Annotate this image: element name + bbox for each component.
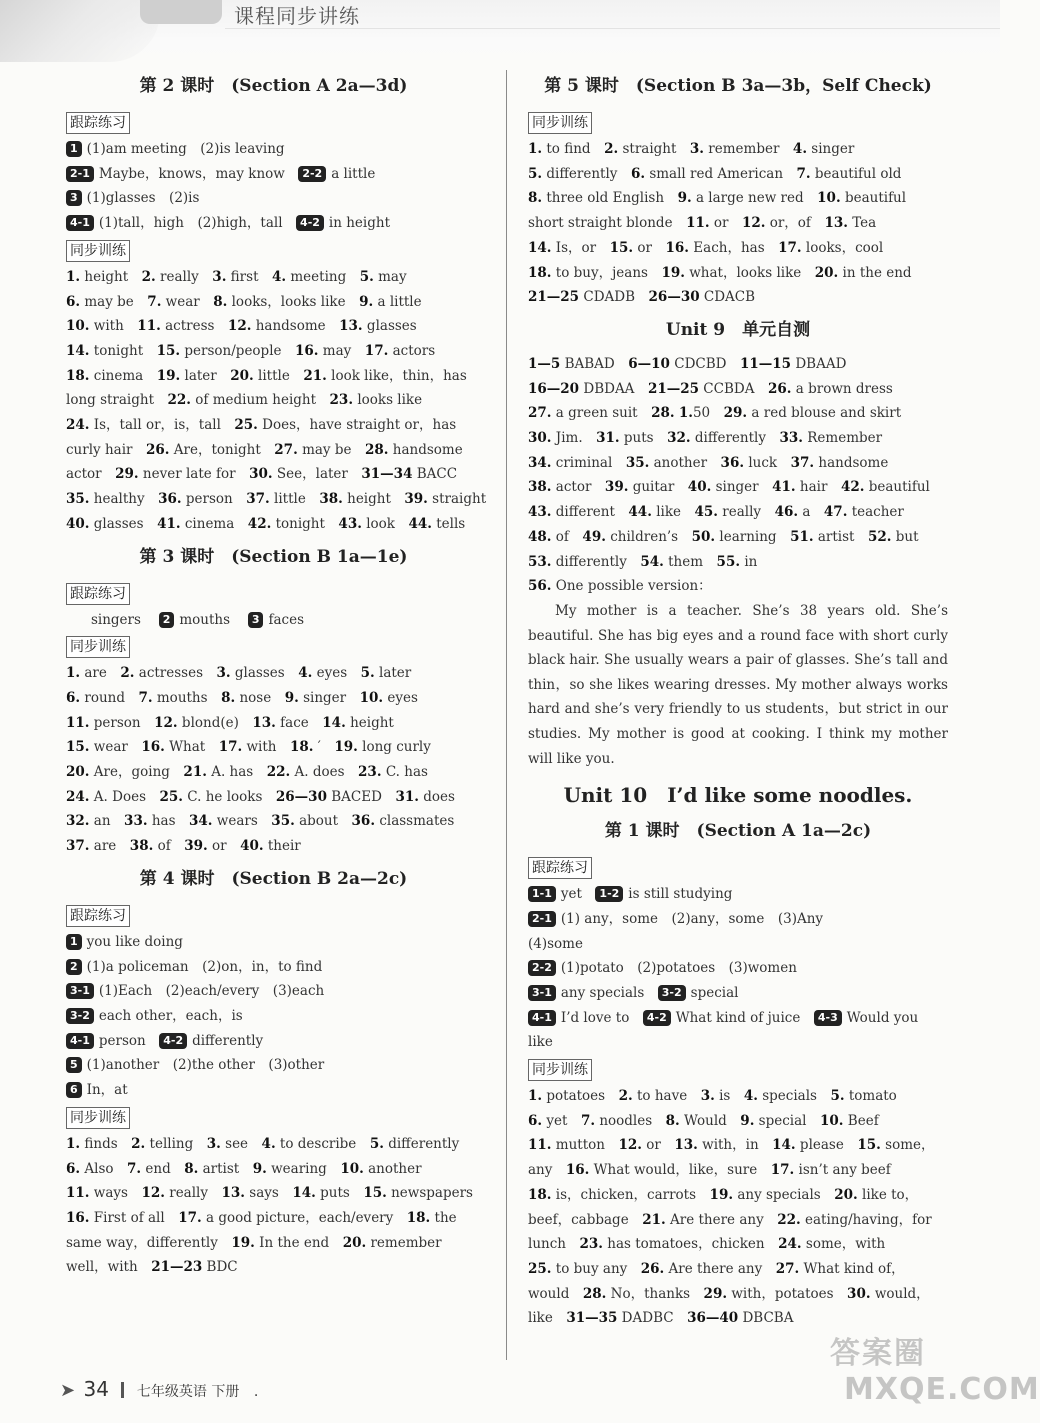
footer-bar — [121, 1382, 124, 1398]
practice-row — [528, 956, 948, 981]
answer-line: 15. wear 16. What 17. with 18. ′ 19. long curly — [66, 739, 431, 756]
answer-text: (1)another (2)the other (3)other — [86, 1057, 325, 1074]
practice-list — [66, 930, 481, 1103]
practice-list — [66, 137, 481, 236]
practice-row — [528, 932, 948, 957]
answer-line: same way，differently 19. In the end 20. remember — [66, 1234, 442, 1251]
answer-text: like — [528, 1034, 553, 1051]
answer-text: In，at — [86, 1082, 128, 1099]
answer-line: like 31—35 DADBC 36—40 DBCBA — [528, 1310, 794, 1327]
answer-text: (1)tall，high (2)high，tall — [98, 215, 283, 232]
answer-text: (1)Each (2)each/every (3)each — [98, 983, 325, 1000]
item-badge: 5 — [66, 1057, 82, 1073]
item-badge: 4-1 — [528, 1010, 556, 1026]
answer-text: Maybe，knows，may know — [98, 165, 285, 182]
answer-line: 56. One possible version： — [528, 578, 712, 595]
item-badge: 1 — [66, 141, 82, 157]
answer-text: Would you — [846, 1009, 919, 1026]
item-badge: 4-2 — [159, 1033, 187, 1049]
answer-list — [528, 137, 948, 310]
banner-rule — [225, 28, 1000, 29]
answer-line: 53. differently 54. them 55. in — [528, 553, 758, 570]
practice-row — [528, 981, 948, 1006]
answer-line: long straight 22. of medium height 23. looks like — [66, 392, 423, 409]
practice-row — [66, 1004, 481, 1029]
practice-row — [66, 1053, 481, 1078]
answer-text: differently — [192, 1032, 264, 1049]
item-badge: 2-2 — [528, 960, 556, 976]
item-badge: 3 — [66, 190, 82, 206]
unit-heading: Unit 9 单元自测 — [665, 319, 811, 340]
answer-line: 48. of 49. children’s 50. learning 51. artist 52. but — [528, 528, 919, 545]
answer-text: (4)some — [528, 935, 583, 952]
answer-line: 11. person 12. blond(e) 13. face 14. height — [66, 714, 394, 731]
answer-line: 20. Are，going 21. A. has 22. A. does 23. C. has — [66, 764, 428, 781]
item-badge: 4-2 — [643, 1010, 671, 1026]
answer-text: (1)glasses (2)is — [86, 190, 200, 207]
answer-line: 1. potatoes 2. to have 3. is 4. specials 5. tomato — [528, 1088, 897, 1105]
section-heading: 第 5 课时 (Section B 3a—3b，Self Check) — [544, 76, 932, 96]
answer-line: 32. an 33. has 34. wears 35. about 36. classmates — [66, 813, 455, 830]
answer-line: 11. mutton 12. or 13. with，in 14. please 15. some， — [528, 1137, 935, 1154]
item-badge: 3-2 — [66, 1008, 94, 1024]
section-heading: 第 4 课时 (Section B 2a—2c) — [139, 868, 408, 889]
left-column — [66, 66, 487, 1280]
exercise-tag: 同步训练 — [528, 1059, 592, 1081]
answer-list — [528, 1084, 948, 1331]
answer-line: 14. Is，or 15. or 16. Each，has 17. looks，cool — [528, 239, 884, 256]
answer-line: well，with 21—23 BDC — [66, 1259, 238, 1276]
answer-line: actor 29. never late for 30. See，later 31—34 BACC — [66, 466, 458, 483]
answer-line: 43. different 44. like 45. really 46. a 47. teacher — [528, 504, 904, 521]
answer-list — [66, 1132, 481, 1280]
answer-line: 34. criminal 35. another 36. luck 37. handsome — [528, 454, 889, 471]
watermark-url: MXQE.COM — [844, 1372, 1040, 1407]
answer-line: 24. Is，tall or，is，tall 25. Does，have straight or，has — [66, 417, 457, 434]
answer-text: What kind of juice — [675, 1009, 801, 1026]
answer-line: 1—5 BABAD 6—10 CDCBD 11—15 DBAAD — [528, 355, 847, 372]
item-badge: 4-2 — [296, 215, 324, 231]
answer-line: 6. may be 7. wear 8. looks，looks like 9. a little — [66, 293, 422, 310]
answer-line: any 16. What would，like，sure 17. isn’t any beef — [528, 1162, 891, 1179]
answer-text: yet — [560, 886, 582, 903]
answer-line: 37. are 38. of 39. or 40. their — [66, 838, 301, 855]
practice-row — [528, 882, 948, 907]
exercise-tag: 同步训练 — [528, 112, 592, 134]
unit-heading: Unit 10 I’d like some noodles. — [563, 783, 913, 808]
page-footer — [60, 1374, 258, 1404]
item-badge: 6 — [66, 1082, 82, 1098]
practice-list — [528, 882, 948, 1055]
answer-line: 6. yet 7. noodles 8. Would 9. special 10. Beef — [528, 1112, 879, 1129]
answer-line: lunch 23. has tomatoes，chicken 24. some，with — [528, 1236, 886, 1253]
column-divider — [506, 70, 507, 1360]
item-badge: 2 — [159, 612, 175, 628]
section-heading: 第 1 课时 (Section A 1a—2c) — [604, 821, 872, 842]
answer-list — [528, 352, 948, 599]
sample-essay: My mother is a teacher. She’s 38 years old. She’s beautiful. She has big eyes and a round face with short curly black hair. She usually wears a pair of glasses. She’s tall and thin，so she likes wearing dresses. My mother always works hard and she’s very friendly to us students，but strict in our studies. My mother is good at cooking. I think my mother will like you. — [528, 602, 948, 767]
arrow-icon: ➤ — [60, 1380, 76, 1401]
answer-line: 24. A. Does 25. C. he looks 26—30 BACED 31. does — [66, 788, 455, 805]
practice-row — [528, 1006, 948, 1031]
banner-decoration — [0, 0, 160, 62]
item-badge: 4-1 — [66, 1033, 94, 1049]
watermark-text: 答案圈 — [830, 1336, 926, 1371]
answer-line: 11. ways 12. really 13. says 14. puts 15. newspapers — [66, 1185, 473, 1202]
item-badge: 1-1 — [528, 886, 556, 902]
page-number: 34 — [83, 1377, 109, 1401]
answer-text: any specials — [560, 984, 645, 1001]
answer-list — [66, 661, 481, 859]
banner-badge — [140, 0, 222, 24]
exercise-tag: 跟踪练习 — [66, 583, 130, 605]
answer-line: 6. round 7. mouths 8. nose 9. singer 10. eyes — [66, 689, 418, 706]
answer-line: 38. actor 39. guitar 40. singer 41. hair 42. beautiful — [528, 479, 930, 496]
practice-row — [66, 186, 481, 211]
exercise-tag: 跟踪练习 — [66, 905, 130, 927]
answer-text: mouths — [179, 611, 231, 628]
answer-line: 16—20 DBDAA 21—25 CCBDA 26. a brown dress — [528, 380, 893, 397]
practice-row — [66, 608, 481, 633]
answer-line: 27. a green suit 28. 1.50 29. a red blouse and skirt — [528, 405, 902, 422]
answer-line: 1. finds 2. telling 3. see 4. to describe 5. differently — [66, 1135, 460, 1152]
footer-mark: . — [253, 1384, 259, 1400]
practice-row — [66, 955, 481, 980]
answer-text: is still studying — [628, 886, 733, 903]
item-badge: 2 — [66, 959, 82, 975]
answer-line: 21—25 CDADB 26—30 CDACB — [528, 289, 756, 306]
answer-line: 8. three old English 9. a large new red 10. beautiful — [528, 190, 907, 207]
exercise-tag: 跟踪练习 — [66, 112, 130, 134]
answer-text: singers — [90, 611, 141, 628]
answer-text: each other，each，is — [98, 1007, 243, 1024]
answer-line: 18. is，chicken，carrots 19. any specials 20. like to， — [528, 1186, 919, 1203]
practice-row — [66, 137, 481, 162]
right-column — [528, 66, 948, 1331]
answer-line: 18. cinema 19. later 20. little 21. look like，thin，has — [66, 367, 467, 384]
answer-line: would 28. No，thanks 29. with，potatoes 30. would， — [528, 1285, 930, 1302]
answer-line: 30. Jim. 31. puts 32. differently 33. Remember — [528, 430, 883, 447]
answer-text: special — [690, 984, 739, 1001]
answer-text: (1)a policeman (2)on，in，to find — [86, 958, 323, 975]
page-banner — [0, 0, 1000, 58]
item-badge: 4-3 — [814, 1010, 842, 1026]
answer-line: 18. to buy，jeans 19. what，looks like 20. in the end — [528, 264, 912, 281]
exercise-tag: 同步训练 — [66, 240, 130, 262]
book-label: 七年级英语 下册 — [136, 1384, 240, 1400]
exercise-tag: 跟踪练习 — [528, 857, 592, 879]
practice-row — [66, 930, 481, 955]
answer-line: 5. differently 6. small red American 7. beautiful old — [528, 165, 902, 182]
answer-text: a little — [331, 165, 376, 182]
answer-line: 40. glasses 41. cinema 42. tonight 43. look 44. tells — [66, 515, 466, 532]
answer-text: faces — [268, 611, 305, 628]
watermark-logo — [822, 1322, 1040, 1417]
answer-text: I’d love to — [560, 1009, 630, 1026]
answer-text: person — [98, 1032, 146, 1049]
answer-line: 6. Also 7. end 8. artist 9. wearing 10. another — [66, 1160, 422, 1177]
item-badge: 3 — [248, 612, 264, 628]
section-heading: 第 2 课时 (Section A 2a—3d) — [139, 76, 408, 96]
answer-list — [66, 265, 487, 537]
practice-row — [66, 1029, 481, 1054]
answer-line: beef，cabbage 21. Are there any 22. eating/having，for — [528, 1211, 932, 1228]
exercise-tag: 同步训练 — [66, 1107, 130, 1129]
answer-line: 1. are 2. actresses 3. glasses 4. eyes 5. later — [66, 665, 412, 682]
item-badge: 3-2 — [658, 985, 686, 1001]
practice-row — [66, 162, 481, 187]
answer-text: (1)am meeting (2)is leaving — [86, 141, 285, 157]
answer-text: you like doing — [86, 933, 183, 950]
answer-text: (1) any，some (2)any，some (3)Any — [560, 910, 824, 927]
answer-line: short straight blonde 11. or 12. or，of 13. Tea — [528, 215, 877, 232]
section-heading: 第 3 课时 (Section B 1a—1e) — [139, 546, 408, 567]
practice-row — [66, 979, 481, 1004]
answer-line: 1. height 2. really 3. first 4. meeting 5. may — [66, 268, 407, 285]
item-badge: 2-1 — [66, 166, 94, 182]
item-badge: 1 — [66, 934, 82, 950]
item-badge: 2-1 — [528, 911, 556, 927]
practice-row — [528, 1030, 948, 1055]
exercise-tag: 同步训练 — [66, 636, 130, 658]
answer-line: 10. with 11. actress 12. handsome 13. glasses — [66, 318, 417, 335]
answer-line: 25. to buy any 26. Are there any 27. What kind of， — [528, 1260, 905, 1277]
practice-row — [528, 907, 948, 932]
answer-text: (1)potato (2)potatoes (3)women — [560, 960, 797, 977]
item-badge: 2-2 — [298, 166, 326, 182]
item-badge: 4-1 — [66, 215, 94, 231]
practice-row — [66, 211, 481, 236]
answer-text: in height — [328, 215, 390, 232]
answer-line: 14. tonight 15. person/people 16. may 17. actors — [66, 342, 436, 359]
item-badge: 3-1 — [528, 985, 556, 1001]
item-badge: 3-1 — [66, 983, 94, 999]
item-badge: 1-2 — [595, 886, 623, 902]
banner-title: 课程同步讲练 — [234, 4, 360, 28]
answer-line: 35. healthy 36. person 37. little 38. height 39. straight — [66, 491, 487, 508]
practice-row — [66, 1078, 481, 1103]
answer-line: curly hair 26. Are，tonight 27. may be 28. handsome — [66, 441, 463, 458]
answer-line: 16. First of all 17. a good picture，each/every 18. the — [66, 1209, 457, 1226]
answer-line: 1. to find 2. straight 3. remember 4. singer — [528, 141, 855, 157]
